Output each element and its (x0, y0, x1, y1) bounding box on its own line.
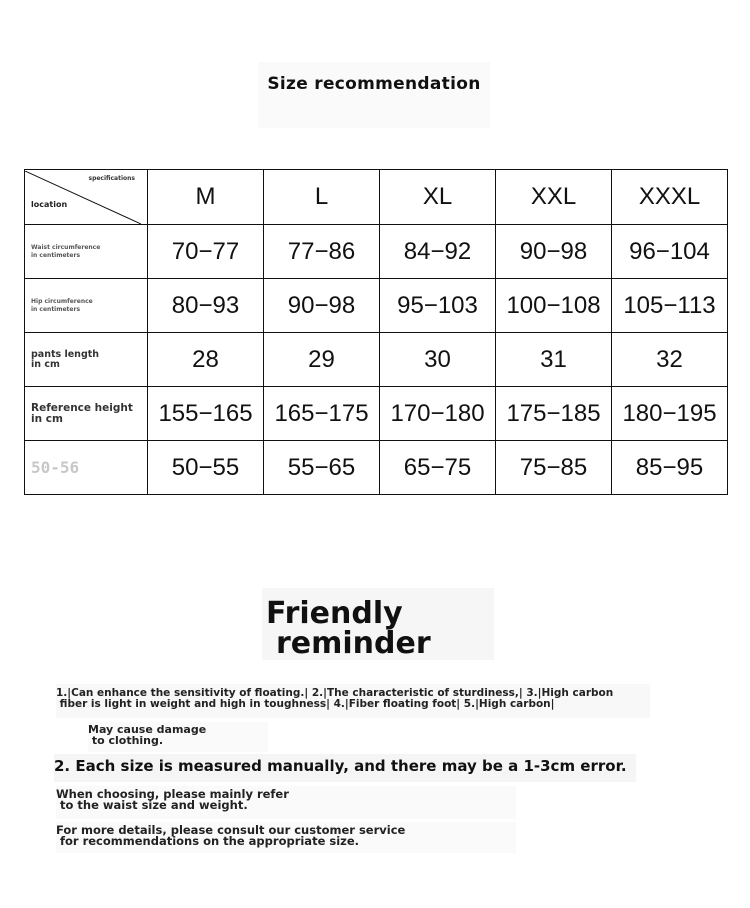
row-label-waist (25, 225, 148, 279)
table-cell: 90−98 (496, 225, 612, 279)
row-label-text: Hip circumference in centimeters (31, 297, 93, 313)
table-cell: 31 (496, 333, 612, 387)
table-cell: 77−86 (264, 225, 380, 279)
row-label-hip (25, 279, 148, 333)
table-cell: 105−113 (612, 279, 728, 333)
table-cell: 155−165 (148, 387, 264, 441)
table-row (25, 387, 728, 441)
table-cell: 28 (148, 333, 264, 387)
table-cell: 95−103 (380, 279, 496, 333)
size-header-xxxl: XXXL (612, 170, 728, 225)
row-label-text: pants length in cm (31, 348, 100, 370)
table-header-row (25, 170, 728, 225)
size-header-m: M (148, 170, 264, 225)
note-choosing-advice: When choosing, please mainly refer to the waist size and weight. (56, 786, 516, 819)
note-measurement-error: 2. Each size is measured manually, and there may be a 1-3cm error. (54, 754, 636, 782)
row-label-text: Reference height in cm (31, 401, 133, 425)
row-label-text: 50-56 (31, 457, 80, 477)
row-label-text: Waist circumference in centimeters (31, 243, 101, 259)
corner-bottom-label: location (31, 200, 68, 209)
table-cell: 165−175 (264, 387, 380, 441)
table-row (25, 279, 728, 333)
row-label-pants-length (25, 333, 148, 387)
row-label-reference-height (25, 387, 148, 441)
table-cell: 75−85 (496, 441, 612, 495)
row-label-weight (25, 441, 148, 495)
table-row (25, 333, 728, 387)
size-table (24, 169, 728, 495)
note-damage-warning: May cause damage to clothing. (88, 722, 268, 752)
corner-cell (25, 170, 148, 225)
table-cell: 29 (264, 333, 380, 387)
size-header-xl: XL (380, 170, 496, 225)
table-cell: 180−195 (612, 387, 728, 441)
table-cell: 70−77 (148, 225, 264, 279)
table-cell: 170−180 (380, 387, 496, 441)
table-cell: 90−98 (264, 279, 380, 333)
note-customer-service: For more details, please consult our customer service for recommendations on the appropriate size. (56, 822, 516, 853)
table-row (25, 225, 728, 279)
table-cell: 85−95 (612, 441, 728, 495)
table-cell: 100−108 (496, 279, 612, 333)
table-row (25, 441, 728, 495)
table-cell: 80−93 (148, 279, 264, 333)
table-cell: 175−185 (496, 387, 612, 441)
size-header-xxl: XXL (496, 170, 612, 225)
table-cell: 50−55 (148, 441, 264, 495)
reminder-line-2: reminder (276, 626, 431, 661)
note-features: 1.|Can enhance the sensitivity of floating.| 2.|The characteristic of sturdiness,| 3.|High carbon fiber is light in weight and high in toughness| 4.|Fiber floating foot| 5.|High carbon| (56, 684, 650, 718)
table-cell: 55−65 (264, 441, 380, 495)
table-cell: 30 (380, 333, 496, 387)
friendly-reminder-heading (262, 588, 494, 660)
size-header-l: L (264, 170, 380, 225)
table-cell: 65−75 (380, 441, 496, 495)
table-cell: 32 (612, 333, 728, 387)
page-title: Size recommendation (258, 62, 490, 128)
table-cell: 84−92 (380, 225, 496, 279)
table-cell: 96−104 (612, 225, 728, 279)
reminder-line-1: Friendly (266, 596, 403, 631)
corner-top-label: specifications (88, 175, 135, 182)
